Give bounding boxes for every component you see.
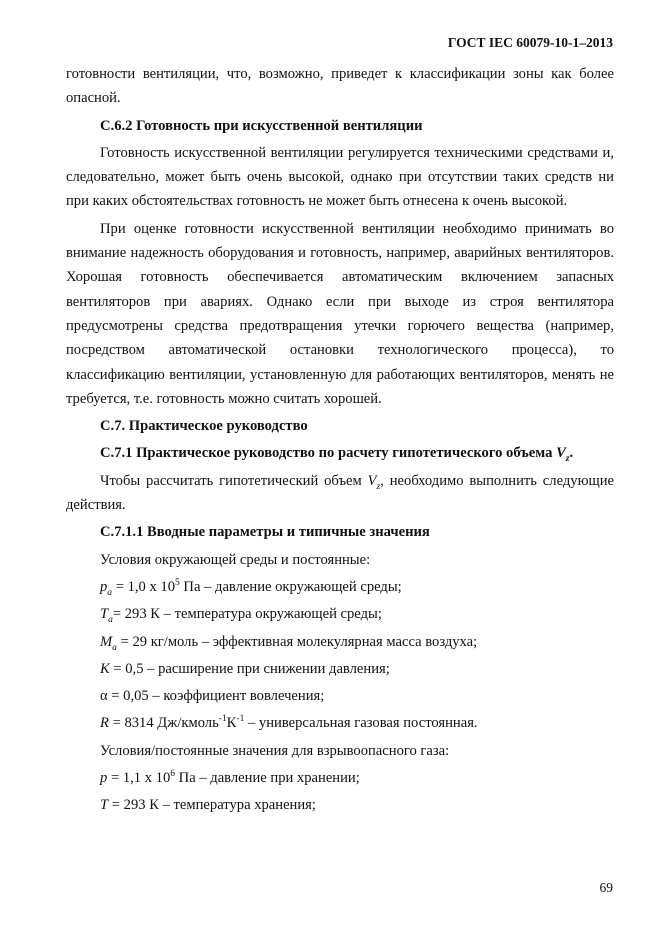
ambient-conditions-label: Условия окружающей среды и постоянные: [100,551,371,568]
paragraph-mechanical-availability: Готовность искусственной вентиляции регулируется техническими средствами и, следовательно, может быть очень высокой, однако при отсутствии таких средств ни при каких обстоятельствах готовность не может быть отнесена к очень высокой. [66,144,614,210]
section-heading-c7: С.7. Практическое руководство [100,418,308,435]
section-heading-c62: С.6.2 Готовность при искусственной вентиляции [100,117,423,134]
page-number: 69 [599,880,613,895]
section-heading-c71: С.7.1 Практическое руководство по расчету гипотетического объема $V_z$. [100,445,574,465]
param-p: p = 1,1 x $10^6$ Па – давление при хранении; [100,769,360,787]
document-body [66,62,614,818]
paragraph-availability-assessment: При оценке готовности искусственной вентиляции необходимо принимать во внимание надежность оборудования и готовность, например, аварийных вентиляторов. Хорошая готовность обеспечивается автоматическим включением запасных вентиляторов при авариях. Однако если при выходе из строя вентилятора предусмотрены средства предотвращения утечки горючего вещества (например, посредством автоматической остановки технологического процесса), то классификацию вентиляции, установленную для работающих вентиляторов, менять не требуется, т.е. готовность можно считать хорошей. [66,220,614,407]
param-r: R = 8314 $Дж/кмоль^{-1}К^{-1}$ – универсальная газовая постоянная. [100,714,478,732]
param-k: K = 0,5 – расширение при снижении давления; [100,660,390,677]
param-alpha: α = 0,05 – коэффициент вовлечения; [100,688,325,705]
paragraph-vz-intro: Чтобы рассчитать гипотетический объем $V_z$, необходимо выполнить следующие действия. [66,472,615,514]
param-ma: $M_a = 29$ кг/моль – эффективная молекулярная масса воздуха; [100,633,478,653]
param-t: T = 293 К – температура хранения; [100,797,316,814]
paragraph-continuation: готовности вентиляции, что, возможно, приведет к классификации зоны как более опасной. [66,66,614,107]
param-ta: $T_a= 293$ К – температура окружающей среды; [100,606,382,626]
document-header: ГОСТ IEC 60079-10-1–2013 [447,35,613,50]
gas-conditions-label: Условия/постоянные значения для взрывоопасного газа: [100,742,450,759]
param-pa: $p_a = 1,0$ x $10^5$ Па – давление окружающей среды; [100,578,402,598]
section-heading-c711: С.7.1.1 Вводные параметры и типичные значения [100,524,430,541]
